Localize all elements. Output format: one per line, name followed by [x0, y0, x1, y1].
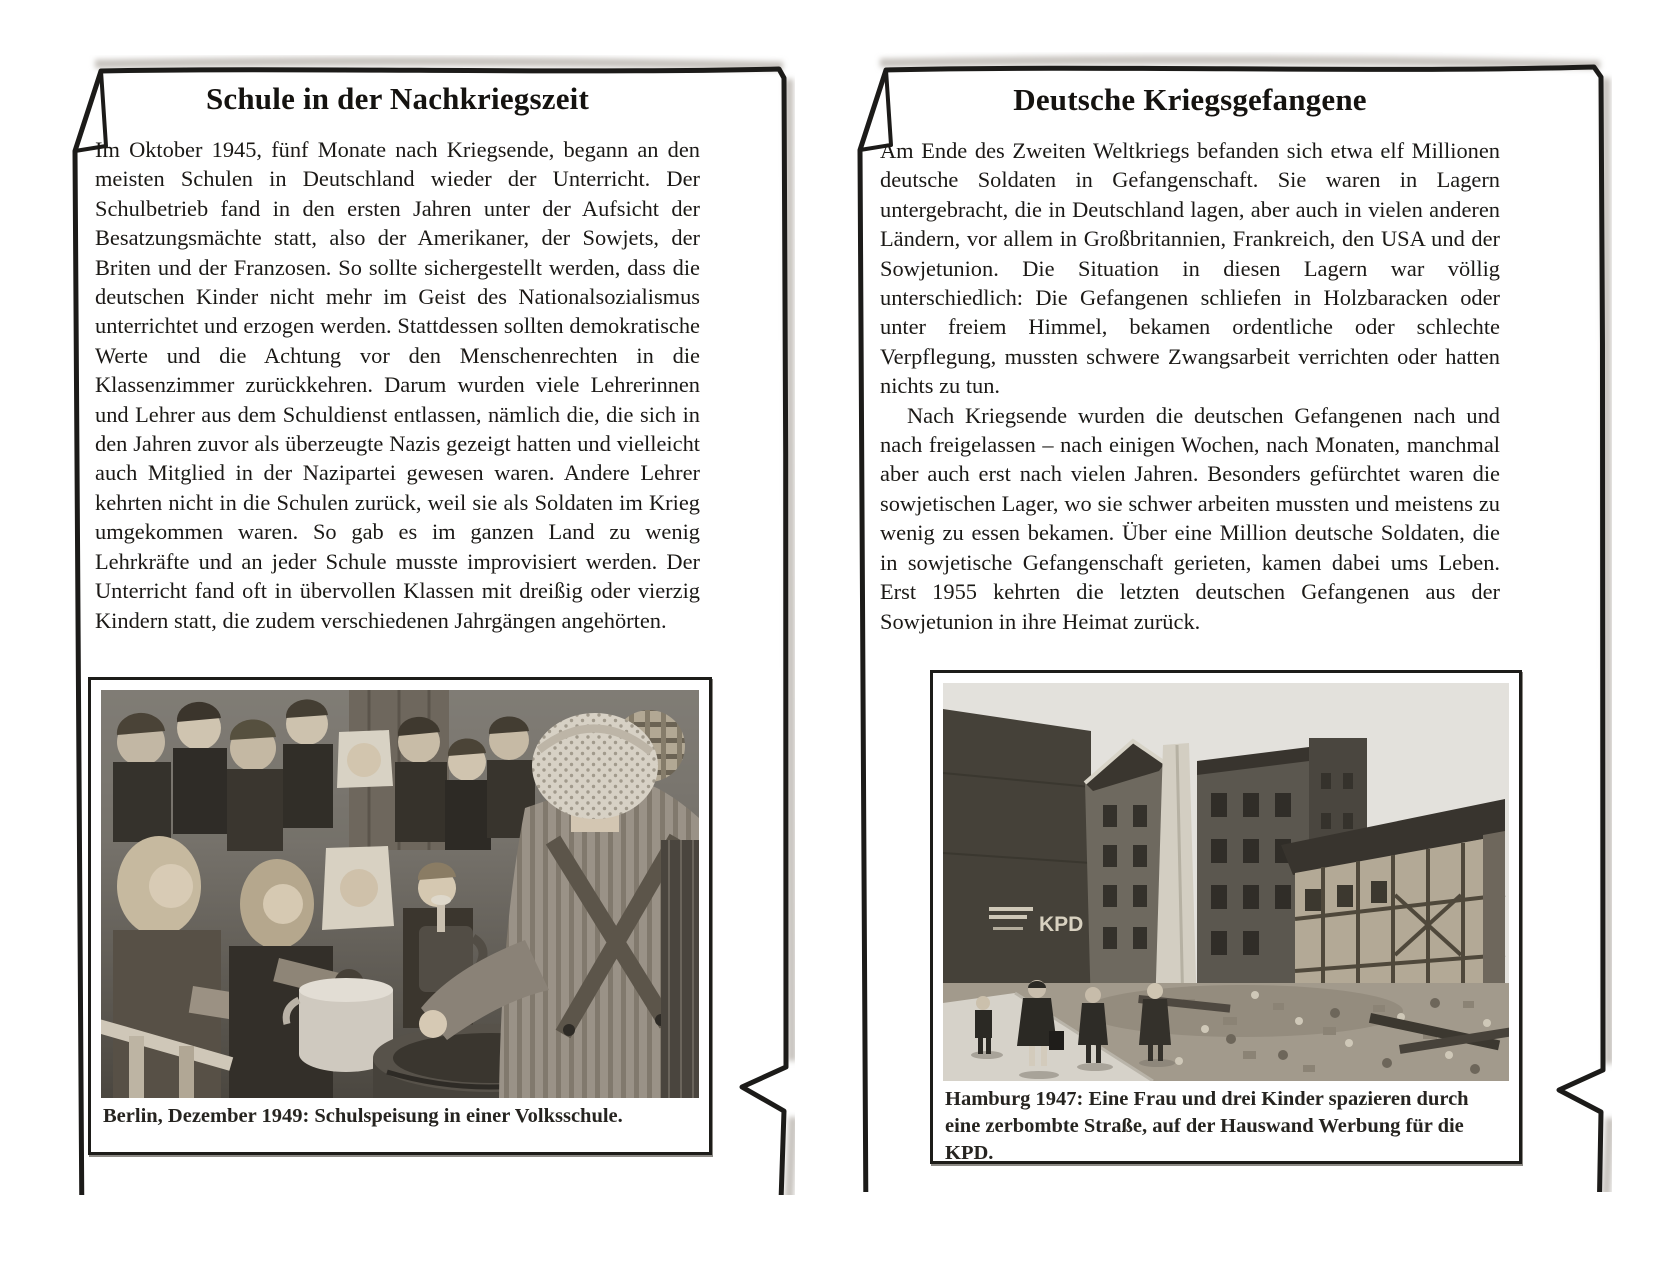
page-title-right: Deutsche Kriegsgefangene — [1013, 82, 1367, 117]
page-left — [35, 55, 795, 1195]
bombed-street-photo — [943, 683, 1509, 1081]
firewall-kpd-ad — [943, 709, 1091, 995]
pinstripe-coat-edge — [661, 840, 699, 1098]
school-meal-photo — [101, 690, 699, 1098]
photobox-school-meal — [88, 677, 712, 1155]
page-title-left: Schule in der Nachkriegszeit — [205, 81, 590, 116]
tall-building-left — [1085, 741, 1165, 1013]
body-text-right — [880, 136, 1500, 636]
paragraph: Im Oktober 1945, fünf Monate nach Kriegsende, begann an den meisten Schulen in Deutschland wieder der Unterricht. Der Schulbetrieb fand in den ersten Jahren unter der Aufsicht der Besatzungsmächte statt, also der Amerikaner, der Sowjets, der Briten und der Franzosen. So sollte sichergestellt werden, dass die deutschen Kinder nicht mehr im Geist des Nationalsozialismus unterrichtet und erzogen werden. Stattdessen sollten demokratische Werte und die Achtung vor den Menschenrechten in die Klassenzimmer zurückkehren. Darum wurden viele Lehrerinnen und Lehrer aus dem Schuldienst entlassen, nämlich die, die sich in den Jahren zuvor als überzeugte Nazis gezeigt hatten und vielleicht auch Mitglied in der Nazipartei gewesen waren. Andere Lehrer kehrten nicht in die Schulen zurück, weil sie als Soldaten im Krieg umgekommen waren. So gab es im ganzen Land zu wenig Lehrkräfte und an jeder Schule musste improvisiert werden. Der Unterricht fand oft in übervollen Klassen mit dreißig oder vierzig Kindern statt, die zudem verschiedenen Jahrgängen angehörten. — [95, 137, 700, 633]
photo-caption-right: Hamburg 1947: Eine Frau und drei Kinder spazieren durch eine zerbombte Straße, auf der Hauswand Werbung für die KPD. — [945, 1088, 1469, 1164]
paragraph: Nach Kriegsende wurden die deutschen Gefangenen nach und nach freigelassen – nach einigen Wochen, nach Monaten, manchmal aber auch erst nach vielen Jahren. Besonders gefürchtet waren die sowjetischen Lager, wo sie schwer arbeiten mussten und meistens zu wenig zu essen bekamen. Über eine Million deutsche Soldaten, die in sowjetische Gefangenschaft gerieten, kamen dabei ums Leben. Erst 1955 kehrten die letzten deutschen Gefangenen aus der Sowjetunion in ihre Heimat zurück. — [880, 402, 1500, 634]
girl-headscarf — [322, 846, 394, 930]
photobox-bombed-street — [930, 670, 1522, 1164]
page-right — [822, 52, 1612, 1192]
kpd-wall-text: KPD — [1039, 913, 1084, 936]
photo-caption-left: Berlin, Dezember 1949: Schulspeisung in einer Volksschule. — [103, 1105, 623, 1127]
body-text-left — [95, 135, 700, 635]
paragraph: Am Ende des Zweiten Weltkriegs befanden sich etwa elf Millionen deutsche Soldaten in Gefangenschaft. Sie waren in Lagern untergebracht, die in Deutschland lagen, aber auch in vielen anderen Ländern, vor allem in Großbritannien, Frankreich, den USA und der Sowjetunion. Die Situation in diesen Lagern war völlig unterschiedlich: Die Gefangenen schliefen in Holzbaracken oder unter freiem Himmel, bekamen ordentliche oder schlechte Verpflegung, mussten schwere Zwangsarbeit verrichten oder hatten nichts zu tun. — [880, 138, 1500, 399]
